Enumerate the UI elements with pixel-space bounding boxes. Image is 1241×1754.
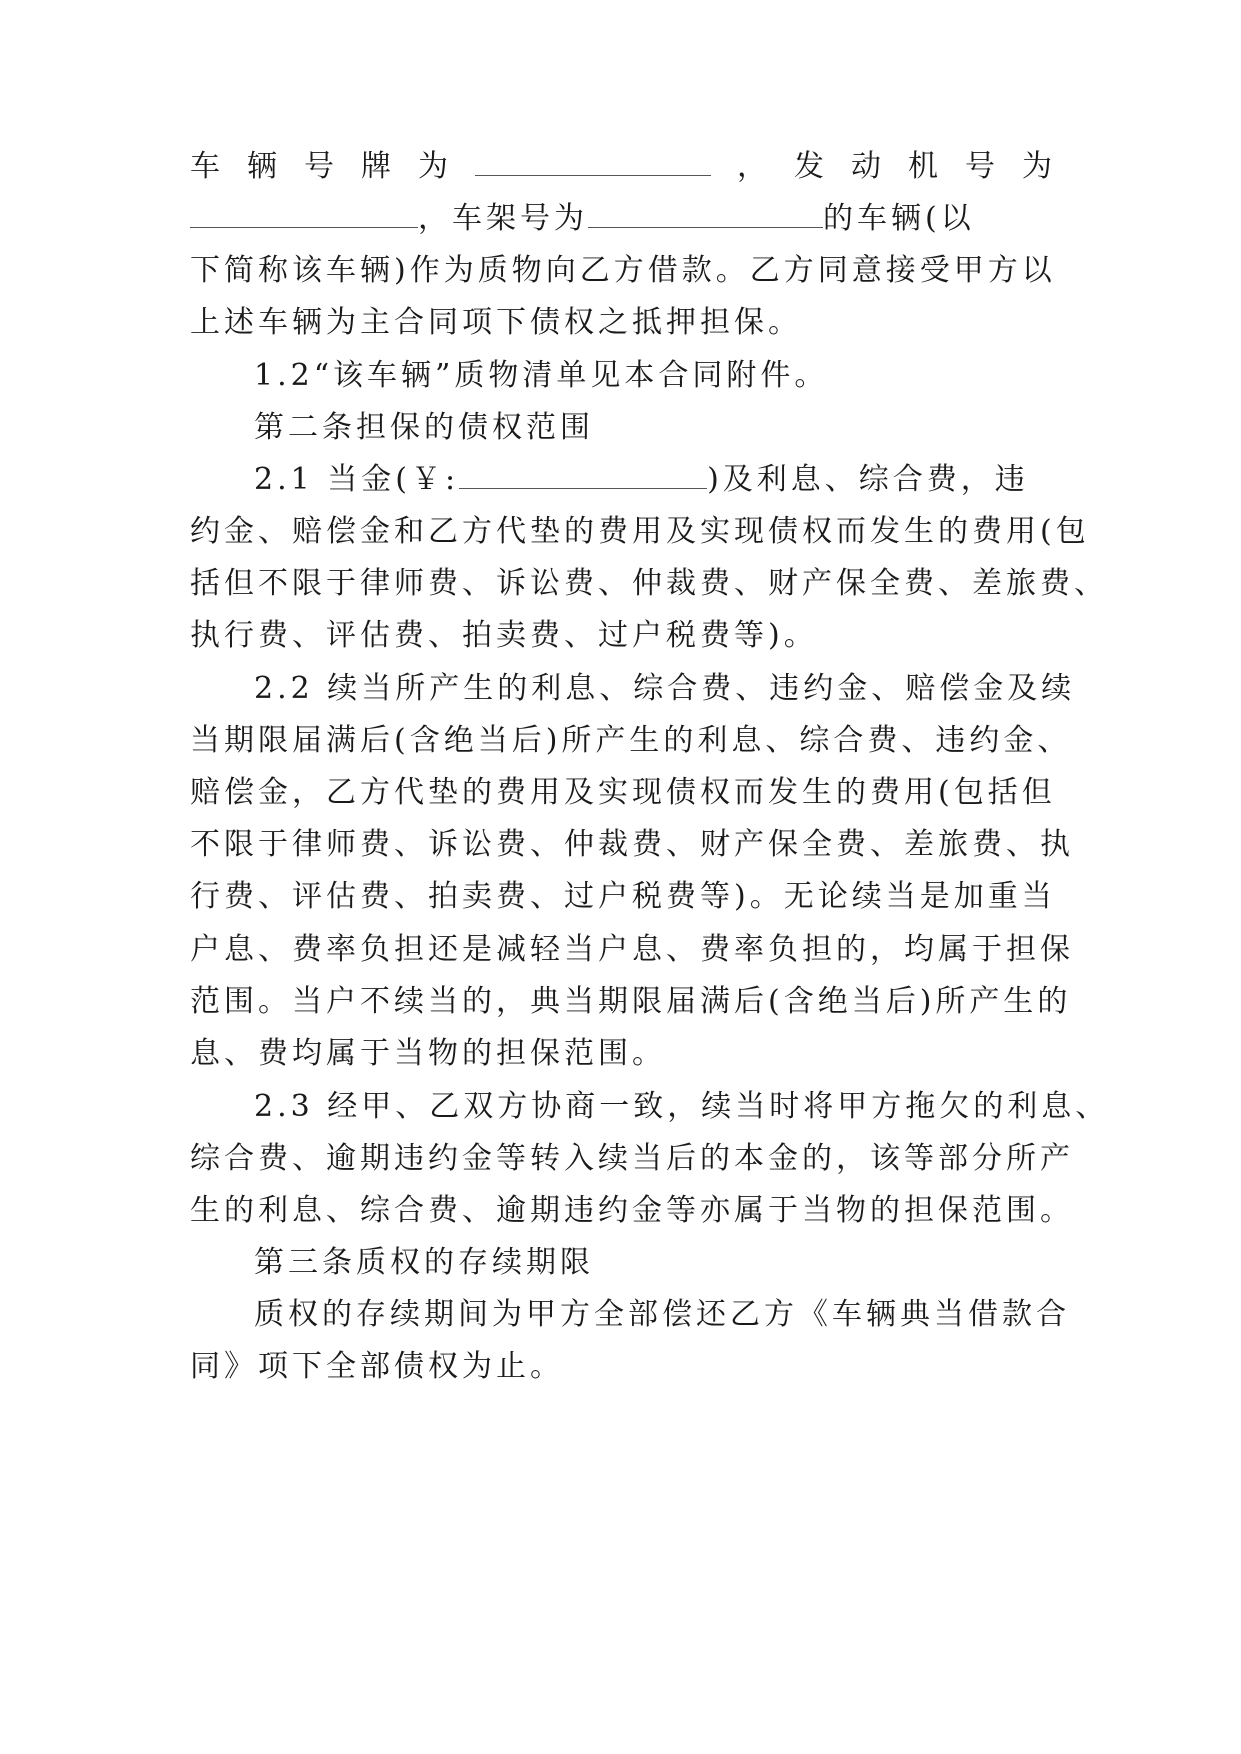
article-2-title: 第二条担保的债权范围 — [254, 410, 594, 445]
amount-blank[interactable] — [459, 460, 707, 489]
clause-2-1-line-1 — [254, 460, 1029, 500]
clause-2-2-line-7: 范围。当户不续当的，典当期限届满后(含绝当后)所产生的 — [190, 984, 1072, 1019]
clause-2-2-line-8: 息、费均属于当物的担保范围。 — [190, 1036, 666, 1071]
paragraph-1-line-3: 下简称该车辆)作为质物向乙方借款。乙方同意接受甲方以 — [190, 253, 1056, 288]
clause-2-1-line-4: 执行费、评估费、拍卖费、过户税费等)。 — [190, 618, 818, 653]
clause-2-2-line-6: 户息、费率负担还是减轻当户息、费率负担的，均属于担保 — [190, 932, 1074, 967]
engine-label: ，发动机号为 — [737, 149, 1079, 184]
frame-number-blank[interactable] — [588, 199, 823, 228]
clause-2-2-line-4: 不限于律师费、诉讼费、仲裁费、财产保全费、差旅费、执 — [190, 827, 1074, 862]
clause-2-2-line-1: 2.2 续当所产生的利息、综合费、违约金、赔偿金及续 — [254, 671, 1076, 706]
amount-label: 2.1 当金(￥: — [254, 462, 460, 497]
clause-1-2: 1.2“该车辆”质物清单见本合同附件。 — [254, 358, 829, 393]
frame-label: ，车架号为 — [418, 201, 588, 236]
clause-2-1-line-3: 括但不限于律师费、诉讼费、仲裁费、财产保全费、差旅费、 — [190, 566, 1108, 601]
clause-2-3-line-1: 2.3 经甲、乙双方协商一致，续当时将甲方拖欠的利息、 — [254, 1089, 1110, 1124]
paragraph-1-line-4: 上述车辆为主合同项下债权之抵押担保。 — [190, 305, 802, 340]
engine-number-blank[interactable] — [190, 199, 418, 228]
clause-2-2-line-2: 当期限届满后(含绝当后)所产生的利息、综合费、违约金、 — [190, 723, 1072, 758]
article-3-title: 第三条质权的存续期限 — [254, 1245, 594, 1280]
paragraph-1-line-2 — [190, 199, 975, 239]
plate-label: 车辆号牌为 — [190, 149, 475, 184]
clause-2-3-line-2: 综合费、逾期违约金等转入续当后的本金的，该等部分所产 — [190, 1141, 1074, 1176]
paragraph-1-line-1 — [190, 147, 1079, 187]
clause-2-2-line-5: 行费、评估费、拍卖费、过户税费等)。无论续当是加重当 — [190, 879, 1056, 914]
clause-2-1-line-2: 约金、赔偿金和乙方代垫的费用及实现债权而发生的费用(包 — [190, 514, 1090, 549]
clause-2-3-line-3: 生的利息、综合费、逾期违约金等亦属于当物的担保范围。 — [190, 1193, 1074, 1228]
clause-2-2-line-3: 赔偿金，乙方代垫的费用及实现债权而发生的费用(包括但 — [190, 775, 1056, 810]
amount-suffix: )及利息、综合费，违 — [707, 462, 1029, 497]
vehicle-text: 的车辆(以 — [823, 201, 975, 236]
plate-number-blank[interactable] — [475, 147, 711, 176]
article-3-body-line-1: 质权的存续期间为甲方全部偿还乙方《车辆典当借款合 — [254, 1297, 1070, 1332]
article-3-body-line-2: 同》项下全部债权为止。 — [190, 1349, 564, 1384]
